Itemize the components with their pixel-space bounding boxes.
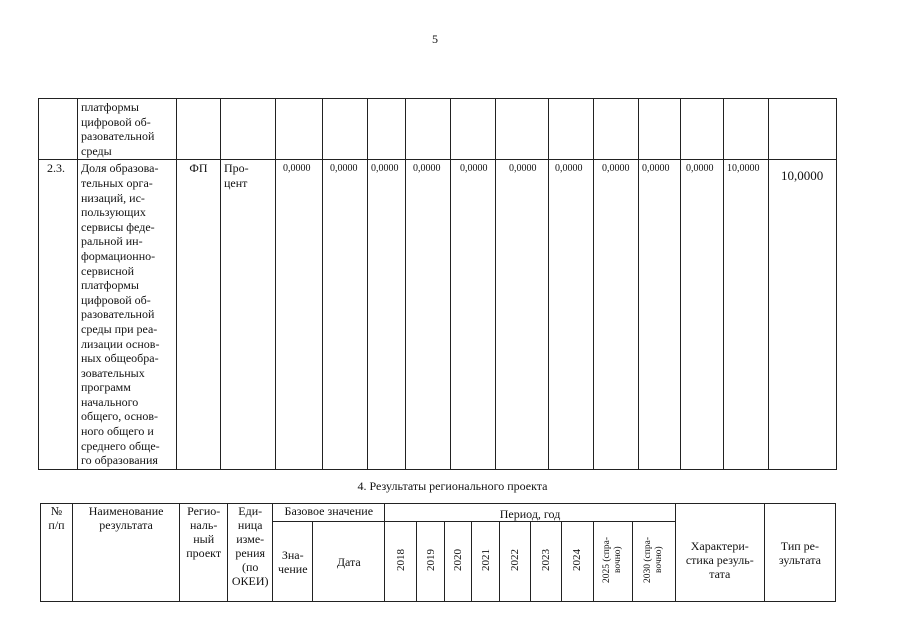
header-regional-project: Регио- наль- ный проект (180, 504, 228, 602)
header-num: № п/п (41, 504, 73, 602)
value-cell: 0,0000 (594, 160, 639, 469)
value-cell: 0,0000 (496, 160, 549, 469)
header-year-2030: 2030 (спра- вочно) (632, 522, 675, 602)
value-cell: 0,0000 (681, 160, 724, 469)
value-cell: 0,0000 (368, 160, 406, 469)
continuation-text: платформы цифровой об- разовательной среды (78, 99, 177, 160)
row-number: 2.3. (39, 160, 78, 469)
value-cell: 0,0000 (451, 160, 496, 469)
results-header-row-1 (41, 504, 836, 522)
header-year-2025: 2025 (спра- вочно) (593, 522, 632, 602)
header-year: 2023 (531, 522, 561, 602)
value-cell: 0,0000 (639, 160, 681, 469)
header-name: Наименование результата (73, 504, 180, 602)
header-year: 2018 (385, 522, 417, 602)
header-base-value: Базовое значение (273, 504, 385, 522)
indicators-table (38, 98, 837, 470)
header-unit: Еди- ница изме- рения (по ОКЕИ) (228, 504, 273, 602)
value-cell: 10,0000 (724, 160, 769, 469)
section-title: 4. Результаты регионального проекта (357, 479, 548, 493)
results-table (40, 503, 836, 602)
header-period: Период, год (385, 504, 675, 522)
header-year: 2019 (417, 522, 445, 602)
value-cell-final: 10,0000 (769, 160, 837, 469)
value-cell: 0,0000 (276, 160, 323, 469)
table-row-continuation (39, 99, 837, 160)
value-cell: 0,0000 (323, 160, 368, 469)
header-year: 2024 (561, 522, 593, 602)
indicator-unit: Про- цент (221, 160, 276, 469)
value-cell: 0,0000 (406, 160, 451, 469)
table-row-2-3 (39, 160, 837, 469)
header-year: 2022 (500, 522, 531, 602)
header-characteristic: Характери- стика резуль- тата (675, 504, 764, 602)
page-number: 5 (432, 32, 438, 46)
header-year: 2020 (445, 522, 472, 602)
indicator-type: ФП (177, 160, 221, 469)
header-result-type: Тип ре- зультата (764, 504, 835, 602)
indicator-name: Доля образова- тельных орга- низаций, ис- пользующих сервисы феде- ральной ин- формационно- сервисной платформы цифровой об- разовательной среды при реа- лизации основ- ных общеобра- зовательных программ начального общего, основ- ного общего и среднего обще- го образования (78, 160, 177, 469)
value-cell: 0,0000 (549, 160, 594, 469)
header-year: 2021 (472, 522, 500, 602)
header-base-val: Зна- чение (273, 522, 313, 602)
header-base-date: Дата (313, 522, 385, 602)
